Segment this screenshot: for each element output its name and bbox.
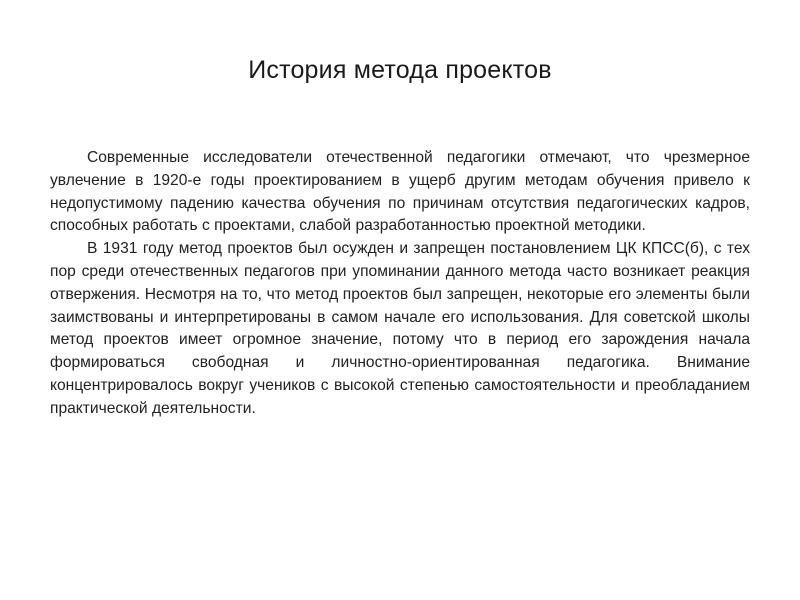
slide-body: [50, 147, 750, 421]
slide-title: История метода проектов: [248, 56, 552, 84]
paragraph-2: В 1931 году метод проектов был осужден и запрещен постановлением ЦК КПСС(б), с тех пор среди отечественных педагогов при упоминании данного метода часто возникает реакция отвержения. Несмотря на то, что метод проектов был запрещен, некоторые его элементы были заимствованы и интерпретированы в самом начале его использования. Для советской школы метод проектов имеет огромное значение, потому что в период его зарождения начала формироваться свободная и личностно-ориентированная педагогика. Внимание концентрировалось вокруг учеников с высокой степенью самостоятельности и преобладанием практической деятельности.: [50, 240, 750, 417]
paragraph-1: Современные исследователи отечественной педагогики отмечают, что чрезмерное увлечение в 1920-е годы проектированием в ущерб другим методам обучения привело к недопустимому падению качества обучения по причинам отсутствия педагогических кадров, способных работать с проектами, слабой разработанностью проектной методики.: [50, 149, 750, 235]
